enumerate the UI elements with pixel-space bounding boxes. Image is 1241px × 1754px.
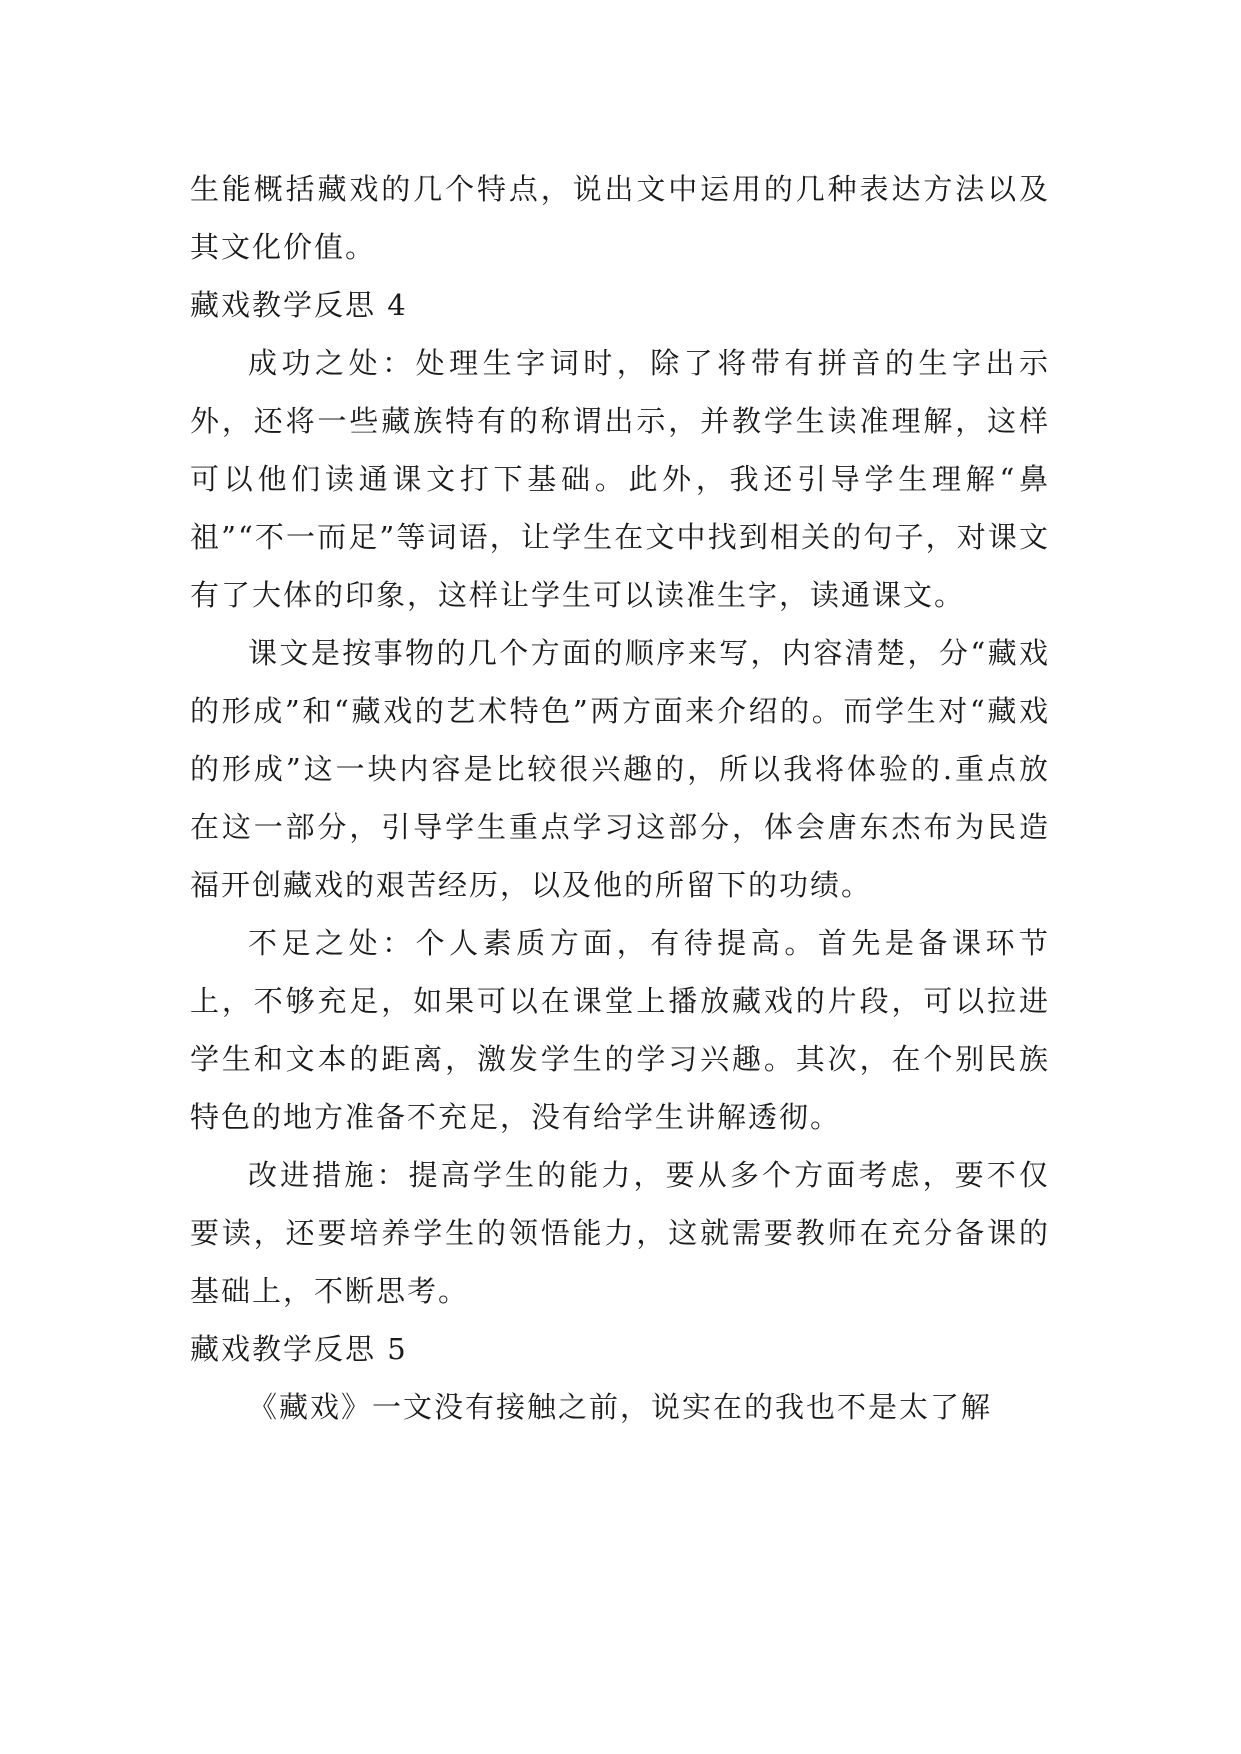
- paragraph-intro-continuation: 生能概括藏戏的几个特点，说出文中运用的几种表达方法以及其文化价值。: [190, 172, 1050, 264]
- section-heading-5: 藏戏教学反思 5: [190, 1332, 408, 1366]
- paragraph-success: 成功之处：处理生字词时，除了将带有拼音的生字出示外，还将一些藏族特有的称谓出示，并教学生读准理解，这样可以他们读通课文打下基础。此外，我还引导学生理解“鼻祖”“不一而足”等词语，让学生在文中找到相关的句子，对课文有了大体的印象，这样让学生可以读准生字，读通课文。: [190, 346, 1050, 612]
- paragraph-reflection-5-start: 《藏戏》一文没有接触之前，说实在的我也不是太了解: [248, 1390, 993, 1424]
- section-heading-4: 藏戏教学反思 4: [190, 288, 408, 322]
- paragraph-structure: 课文是按事物的几个方面的顺序来写，内容清楚，分“藏戏的形成”和“藏戏的艺术特色”两方面来介绍的。而学生对“藏戏的形成”这一块内容是比较很兴趣的，所以我将体验的.重点放在这一部分，引导学生重点学习这部分，体会唐东杰布为民造福开创藏戏的艰苦经历，以及他的所留下的功绩。: [190, 636, 1050, 902]
- paragraph-improvements: 改进措施：提高学生的能力，要从多个方面考虑，要不仅要读，还要培养学生的领悟能力，这就需要教师在充分备课的基础上，不断思考。: [190, 1158, 1050, 1308]
- document-body: [190, 160, 1050, 1436]
- paragraph-shortcomings: 不足之处：个人素质方面，有待提高。首先是备课环节上，不够充足，如果可以在课堂上播放藏戏的片段，可以拉进学生和文本的距离，激发学生的学习兴趣。其次，在个别民族特色的地方准备不充足，没有给学生讲解透彻。: [190, 926, 1050, 1134]
